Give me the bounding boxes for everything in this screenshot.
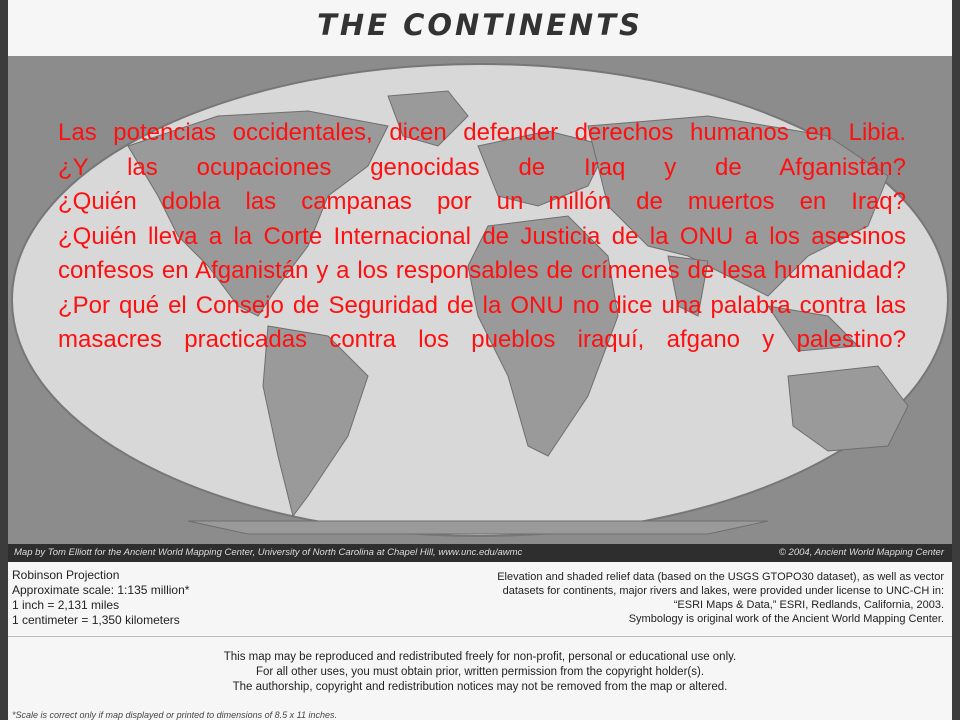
data-source-line: “ESRI Maps & Data,” ESRI, Redlands, California, 2003. — [673, 599, 944, 611]
usage-line: The authorship, copyright and redistribution notices may not be removed from the map or altered. — [232, 681, 728, 693]
overlay-paragraph-3: ¿Quién dobla las campanas por un millón de muertos en Iraq? — [58, 188, 906, 215]
divider — [8, 636, 952, 637]
credit-copyright: © 2004, Ancient World Mapping Center — [778, 547, 944, 558]
map-title: THE CONTINENTS — [317, 8, 643, 42]
projection-line: Robinson Projection — [12, 568, 120, 582]
map-poster — [8, 0, 952, 720]
data-source-line: datasets for continents, major rivers and lakes, were provided under license to UNC-CH in: — [502, 585, 944, 597]
projection-line: Approximate scale: 1:135 million* — [12, 583, 190, 597]
overlay-paragraph-1: Las potencias occidentales, dicen defender derechos humanos en Libia. — [58, 119, 906, 146]
credit-author: Map by Tom Elliott for the Ancient World Mapping Center, University of North Carolina at Chapel Hill, www.unc.edu/awmc — [14, 547, 523, 558]
usage-notes — [8, 650, 952, 695]
overlay-paragraph-2: ¿Y las ocupaciones genocidas de Iraq y de Afganistán? — [58, 153, 906, 181]
usage-line: For all other uses, you must obtain prior, written permission from the copyright holder(s). — [255, 666, 705, 678]
projection-line: 1 centimeter = 1,350 kilometers — [12, 613, 180, 627]
overlay-paragraph-4: ¿Quién lleva a la Corte Internacional de Justicia de la ONU a los asesinos confesos en Afganistán y a los responsables de crímenes de lesa humanidad? ¿Por qué el Consejo de Seguridad de la ONU no dice una palabra contra las masacres practicadas contra los pueblos iraquí, afgano y palestino? — [58, 222, 906, 353]
overlay-text — [58, 116, 906, 358]
scale-footnote: *Scale is correct only if map displayed or printed to dimensions of 8.5 x 11 inches. — [12, 710, 337, 720]
projection-notes — [12, 568, 189, 628]
data-source-line: Symbology is original work of the Ancient World Mapping Center. — [628, 613, 944, 625]
data-source-line: Elevation and shaded relief data (based on the USGS GTOPO30 dataset), as well as vector — [497, 571, 944, 583]
credit-bar — [8, 544, 952, 562]
antarctica — [188, 521, 768, 534]
data-source-notes — [424, 570, 944, 626]
projection-line: 1 inch = 2,131 miles — [12, 598, 120, 612]
usage-line: This map may be reproduced and redistributed freely for non-profit, personal or educational use only. — [223, 651, 737, 663]
